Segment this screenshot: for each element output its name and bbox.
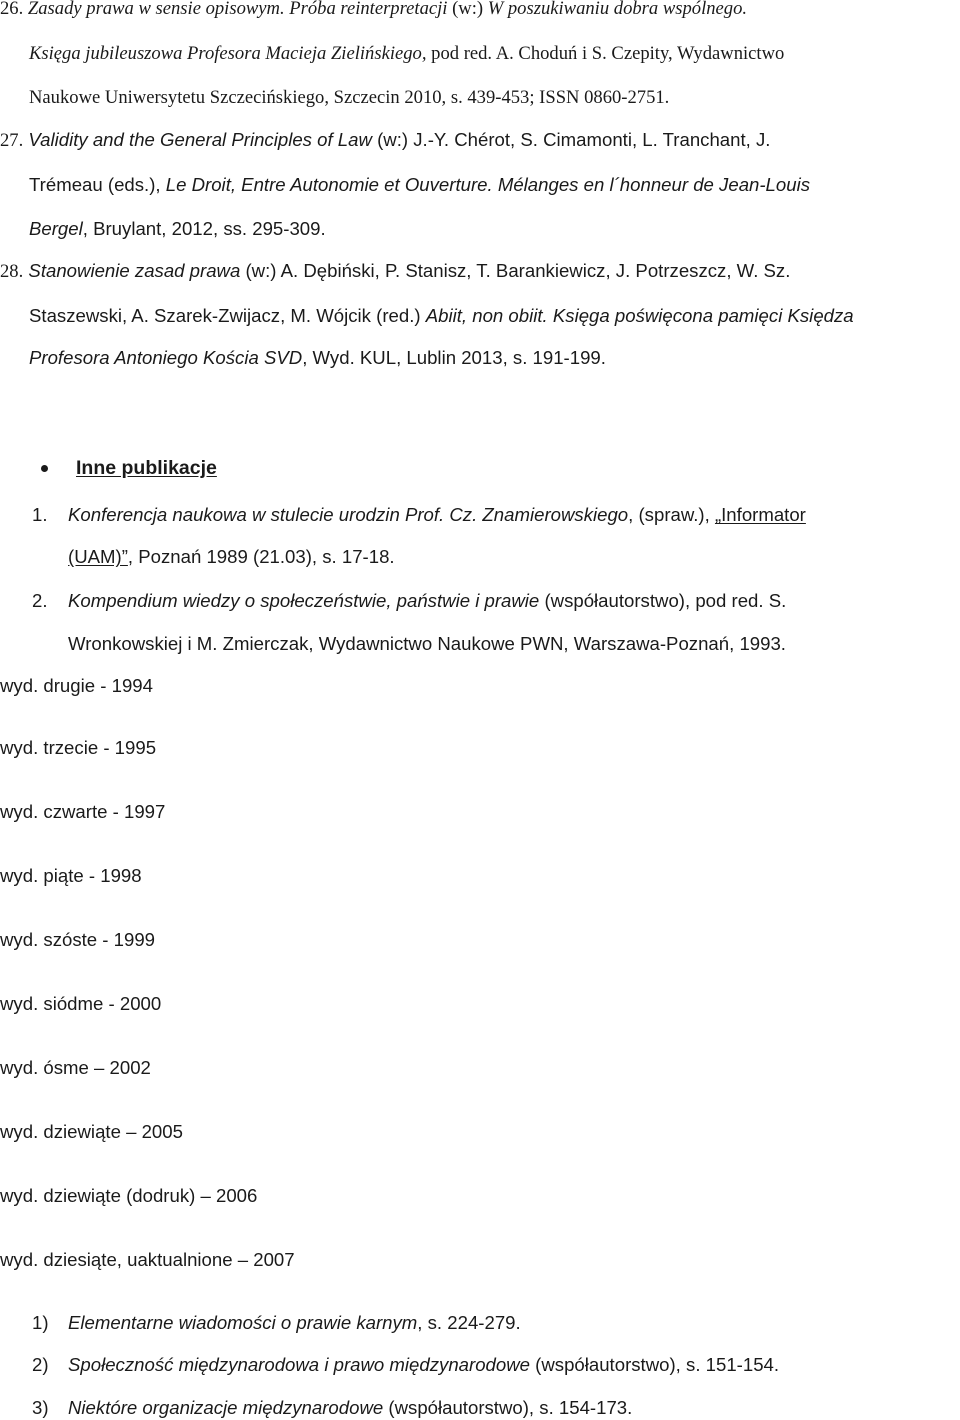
edition-item: wyd. czwarte - 1997	[0, 801, 166, 822]
entry-26-book-cont: Księga jubileuszowa Profesora Macieja Zielińskiego,	[29, 43, 427, 64]
other-1-line-1-text	[68, 503, 806, 527]
entry-26-line-1	[0, 0, 747, 21]
other-1-role: , (spraw.),	[628, 504, 715, 525]
entry-28-line-1	[0, 259, 790, 284]
other-1-details: , Poznań 1989 (21.03), s. 17-18.	[127, 546, 395, 567]
other-2-title: Kompendium wiedzy o społeczeństwie, państwie i prawie	[68, 590, 540, 611]
bullet-icon	[41, 465, 48, 472]
edition-item: wyd. piąte - 1998	[0, 865, 142, 886]
entry-27-title: Validity and the General Principles of Law	[28, 129, 372, 150]
entry-27-book: Le Droit, Entre Autonomie et Ouverture. Mélanges en l´honneur de Jean-Louis	[165, 174, 811, 195]
edition-item: wyd. dziewiąte (dodruk) – 2006	[0, 1185, 258, 1206]
entry-28-editors-cont: Staszewski, A. Szarek-Zwijacz, M. Wójcik (red.)	[29, 305, 426, 326]
entry-27-number: 27.	[0, 130, 24, 151]
other-2-line-1-text	[68, 589, 786, 613]
chapter-item	[68, 1311, 521, 1335]
other-1-number: 1.	[32, 504, 48, 525]
entry-28-editors: (w:) A. Dębiński, P. Stanisz, T. Barankiewicz, J. Potrzeszcz, W. Sz.	[240, 260, 791, 281]
other-2-number: 2.	[32, 590, 48, 611]
entry-28-line-3	[29, 346, 606, 370]
entry-27-line-1	[0, 128, 770, 153]
entry-28-book-cont: Profesora Antoniego Kościa SVD	[29, 347, 303, 368]
chapter-pages: (współautorstwo), s. 154-173.	[383, 1397, 633, 1418]
edition-item: wyd. szóste - 1999	[0, 929, 156, 950]
edition-item: wyd. trzecie - 1995	[0, 737, 157, 758]
entry-26-number: 26.	[0, 0, 24, 19]
section-heading: Inne publikacje	[76, 457, 217, 479]
entry-27-editors: (w:) J.-Y. Chérot, S. Cimamonti, L. Tranchant, J.	[371, 129, 771, 150]
entry-28-number: 28.	[0, 261, 24, 282]
other-1-line-1	[32, 503, 48, 527]
entry-27-editors-cont: Trémeau (eds.),	[29, 174, 166, 195]
entry-27-publisher: , Bruylant, 2012, ss. 295-309.	[82, 218, 326, 239]
entry-27-book-cont: Bergel	[29, 218, 83, 239]
chapter-item	[68, 1396, 632, 1420]
entry-26-line-2	[29, 42, 784, 66]
edition-item: wyd. drugie - 1994	[0, 675, 153, 696]
chapter-pages: , s. 224-279.	[417, 1312, 521, 1333]
chapter-number: 3)	[32, 1397, 49, 1418]
other-2-details: Wronkowskiej i M. Zmierczak, Wydawnictwo Naukowe PWN, Warszawa-Poznań, 1993.	[68, 633, 786, 654]
other-1-source-cont: (UAM)”	[68, 546, 128, 567]
entry-27-line-2	[29, 173, 810, 197]
chapter-pages: (współautorstwo), s. 151-154.	[529, 1354, 780, 1375]
edition-item: wyd. dziewiąte – 2005	[0, 1121, 183, 1142]
chapter-number: 1)	[32, 1312, 49, 1333]
entry-28-title: Stanowienie zasad prawa	[28, 260, 241, 281]
edition-item: wyd. dziesiąte, uaktualnione – 2007	[0, 1249, 295, 1270]
entry-28-publisher: , Wyd. KUL, Lublin 2013, s. 191-199.	[302, 347, 606, 368]
entry-28-line-2	[29, 304, 854, 328]
edition-item: wyd. siódme - 2000	[0, 993, 162, 1014]
entry-26-publisher: Naukowe Uniwersytetu Szczecińskiego, Szczecin 2010, s. 439-453; ISSN 0860-2751.	[29, 87, 670, 108]
entry-26-line-3	[29, 86, 669, 110]
chapter-title: Społeczność międzynarodowa i prawo międzynarodowe	[68, 1354, 530, 1375]
entry-27-line-3	[29, 217, 326, 241]
other-2-line-1	[32, 589, 48, 613]
chapter-item	[68, 1353, 779, 1377]
chapter-title: Elementarne wiadomości o prawie karnym	[68, 1312, 418, 1333]
entry-26-title: Zasady prawa w sensie opisowym. Próba reinterpretacji	[27, 0, 448, 19]
chapter-title: Niektóre organizacje międzynarodowe	[68, 1397, 384, 1418]
other-2-role: (współautorstwo), pod red. S.	[539, 590, 787, 611]
other-1-line-2	[68, 545, 395, 569]
other-1-source: „Informator	[714, 504, 806, 525]
entry-28-book: Abiit, non obiit. Księga poświęcona pamięci Księdza	[425, 305, 854, 326]
chapter-number: 2)	[32, 1354, 49, 1375]
other-1-title: Konferencja naukowa w stulecie urodzin Prof. Cz. Znamierowskiego	[68, 504, 629, 525]
entry-26-in: (w:)	[447, 0, 488, 19]
other-2-line-2	[68, 632, 786, 656]
edition-item: wyd. ósme – 2002	[0, 1057, 151, 1078]
entry-26-editors: pod red. A. Choduń i S. Czepity, Wydawnictwo	[426, 43, 785, 64]
entry-26-book: W poszukiwaniu dobra wspólnego.	[487, 0, 748, 19]
